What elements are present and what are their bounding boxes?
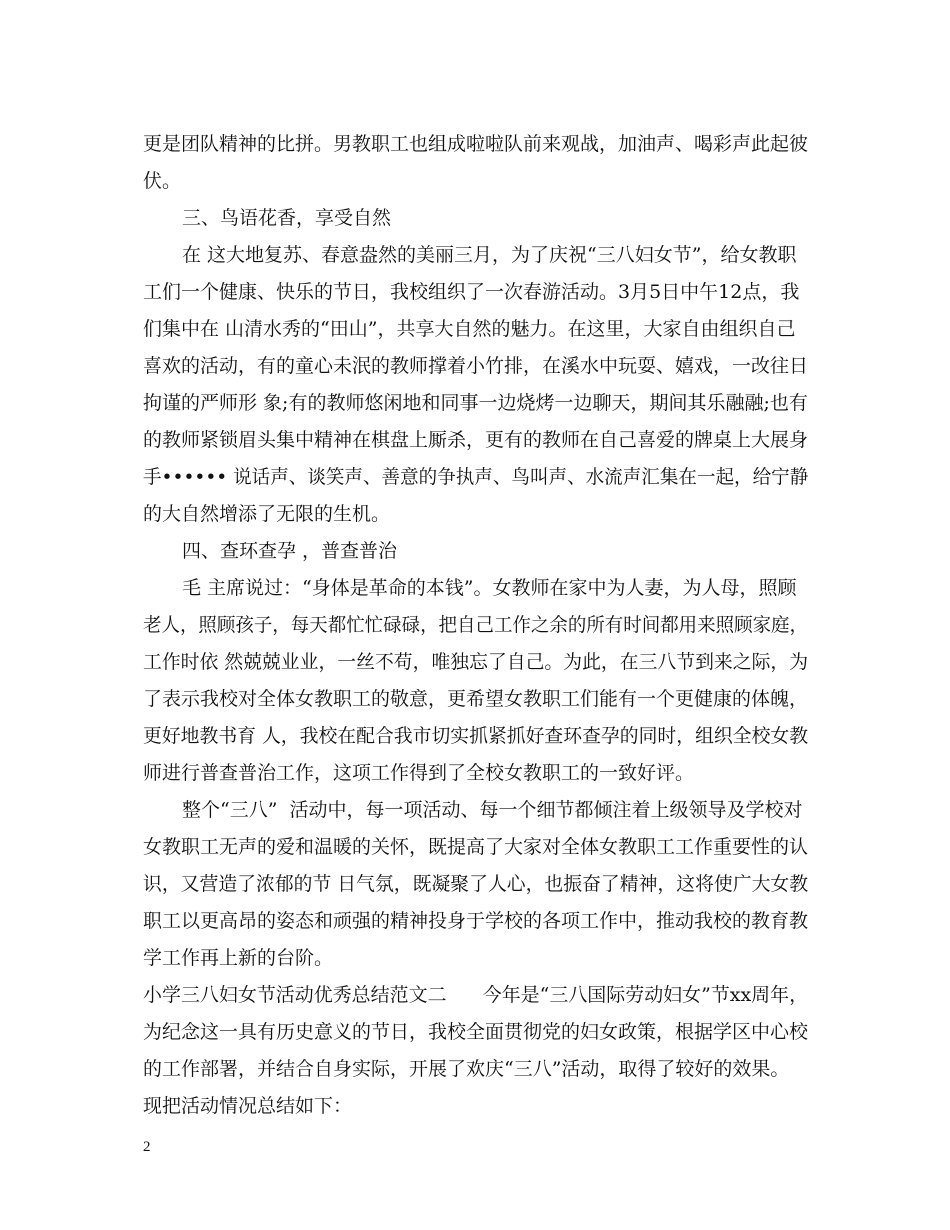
text-line: 现把活动情况总结如下：	[143, 1095, 353, 1117]
text-line: 拘谨的严师形 象;有的教师悠闲地和同事一边烧烤一边聊天，期间其乐融融;也有	[143, 392, 808, 414]
text-line: 喜欢的活动，有的童心未泯的教师撑着小竹排，在溪水中玩耍、嬉戏，一改往日	[143, 355, 809, 377]
text-line: 小学三八妇女节活动优秀总结范文二 今年是“三八国际劳动妇女”节xx周年，	[143, 984, 809, 1006]
text-line: 学工作再上新的台阶。	[143, 947, 334, 969]
text-line: 更是团队精神的比拼。男教职工也组成啦啦队前来观战，加油声、喝彩声此起彼	[143, 133, 809, 155]
text-line: 老人，照顾孩子，每天都忙忙碌碌，把自己工作之余的所有时间都用来照顾家庭，	[143, 614, 808, 636]
text-line: 工们一个健康、快乐的节日，我校组织了一次春游活动。3月5日中午12点，我	[143, 281, 800, 303]
text-line: 毛 主席说过：“身体是革命的本钱”。女教师在家中为人妻，为人母，照顾	[182, 577, 797, 599]
text-line: 的工作部署，并结合自身实际，开展了欢庆“三八”活动，取得了较好的效果。	[143, 1058, 790, 1080]
text-line: 了表示我校对全体女教职工的敬意，更希望女教职工们能有一个更健康的体魄，	[143, 688, 809, 710]
text-line: 在 这大地复苏、春意盎然的美丽三月，为了庆祝“三八妇女节”，给女教职	[182, 244, 797, 266]
page-number: 2	[143, 1139, 151, 1155]
text-line: 女教职工无声的爱和温暖的关怀，既提高了大家对全体女教职工工作重要性的认	[143, 836, 809, 858]
text-line: 为纪念这一具有历史意义的节日，我校全面贯彻党的妇女政策，根据学区中心校	[143, 1021, 809, 1043]
text-line: 的大自然增添了无限的生机。	[143, 503, 391, 525]
text-line: 手•••••• 说话声、谈笑声、善意的争执声、鸟叫声、水流声汇集在一起，给宁静	[143, 466, 809, 488]
text-line: 的教师紧锁眉头集中精神在棋盘上厮杀，更有的教师在自己喜爱的牌桌上大展身	[143, 429, 809, 451]
section-heading: 三、鸟语花香，享受自然	[182, 207, 392, 229]
text-line: 师进行普查普治工作，这项工作得到了全校女教职工的一致好评。	[143, 762, 695, 784]
text-line: 更好地教书育 人，我校在配合我市切实抓紧抓好查环查孕的同时，组织全校女教	[143, 725, 809, 747]
text-line: 职工以更高昂的姿态和顽强的精神投身于学校的各项工作中，推动我校的教育教	[143, 910, 809, 932]
text-line: 识，又营造了浓郁的节 日气氛，既凝聚了人心，也振奋了精神，这将使广大女教	[143, 873, 809, 895]
section-heading: 四、查环查孕 ，普查普治	[182, 540, 398, 562]
text-line: 工作时依 然兢兢业业，一丝不苟，唯独忘了自己。为此，在三八节到来之际，为	[143, 651, 809, 673]
text-line: 整个“三八” 活动中，每一项活动、每一个细节都倾注着上级领导及学校对	[182, 799, 803, 821]
text-line: 们集中在 山清水秀的“田山”，共享大自然的魅力。在这里，大家自由组织自己	[143, 318, 796, 340]
text-line: 伏。	[143, 170, 182, 192]
